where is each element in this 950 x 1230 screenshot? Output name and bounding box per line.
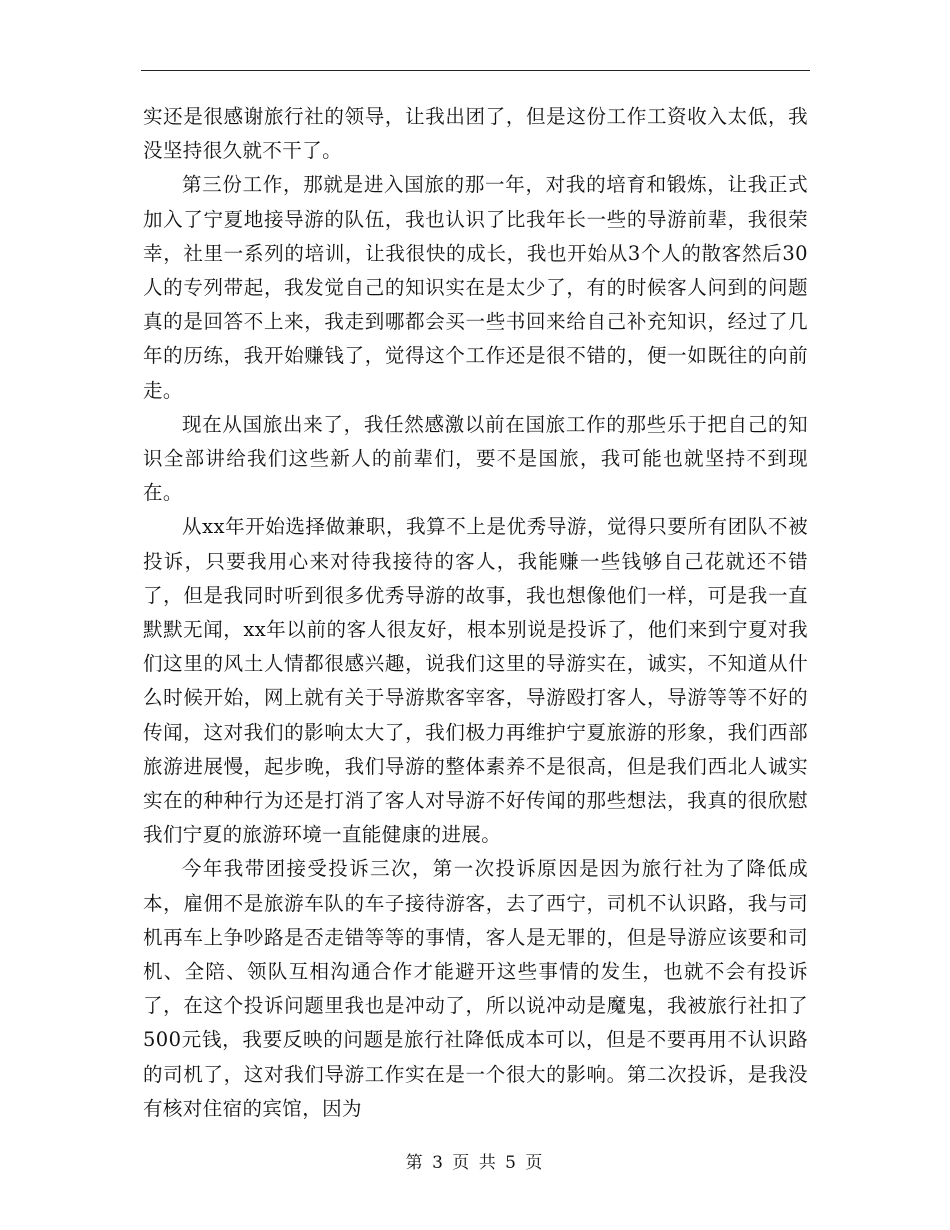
page-number-footer: 第 3 页 共 5 页: [405, 1153, 545, 1173]
header-rule: [141, 70, 810, 71]
paragraph-continued: 实还是很感谢旅行社的领导，让我出团了，但是这份工作工资收入太低，我没坚持很久就不干了。: [143, 105, 808, 163]
paragraph-part-time: 从xx年开始选择做兼职，我算不上是优秀导游，觉得只要所有团队不被投诉，只要我用心来对待我接待的客人，我能赚一些钱够自己花就还不错了，但是我同时听到很多优秀导游的故事，我也想像他们一样，可是我一直默默无闻，xx年以前的客人很友好，根本别说是投诉了，他们来到宁夏对我们这里的风土人情都很感兴趣，说我们这里的导游实在，诚实，不知道从什么时候开始，网上就有关于导游欺客宰客，导游殴打客人，导游等等不好的传闻，这对我们的影响太大了，我们极力再维护宁夏旅游的形象，我们西部旅游进展慢，起步晚，我们导游的整体素养不是很高，但是我们西北人诚实实在的种种行为还是打消了客人对导游不好传闻的那些想法，我真的很欣慰我们宁夏的旅游环境一直能健康的进展。: [143, 515, 808, 847]
paragraph-complaints: 今年我带团接受投诉三次，第一次投诉原因是因为旅行社为了降低成本，雇佣不是旅游车队的车子接待游客，去了西宁，司机不认识路，我与司机再车上争吵路是否走错等等的事情，客人是无罪的，但是导游应该要和司机、全陪、领队互相沟通合作才能避开这些事情的发生，也就不会有投诉了，在这个投诉问题里我也是冲动了，所以说冲动是魔鬼，我被旅行社扣了500元钱，我要反映的问题是旅行社降低成本可以，但是不要再用不认识路的司机了，这对我们导游工作实在是一个很大的影响。第二次投诉，是我没有核对住宿的宾馆，因为: [143, 857, 808, 1120]
paragraph-third-job: 第三份工作，那就是进入国旅的那一年，对我的培育和锻炼，让我正式加入了宁夏地接导游的队伍，我也认识了比我年长一些的导游前辈，我很荣幸，社里一系列的培训，让我很快的成长，我也开始从3个人的散客然后30人的专列带起，我发觉自己的知识实在是太少了，有的时候客人问到的问题真的是回答不上来，我走到哪都会买一些书回来给自己补充知识，经过了几年的历练，我开始赚钱了，觉得这个工作还是很不错的，便一如既往的向前走。: [143, 173, 808, 402]
document-body: [143, 100, 808, 1126]
paragraph-leaving-cits: 现在从国旅出来了，我任然感激以前在国旅工作的那些乐于把自己的知识全部讲给我们这些新人的前辈们，要不是国旅，我可能也就坚持不到现在。: [143, 412, 808, 505]
